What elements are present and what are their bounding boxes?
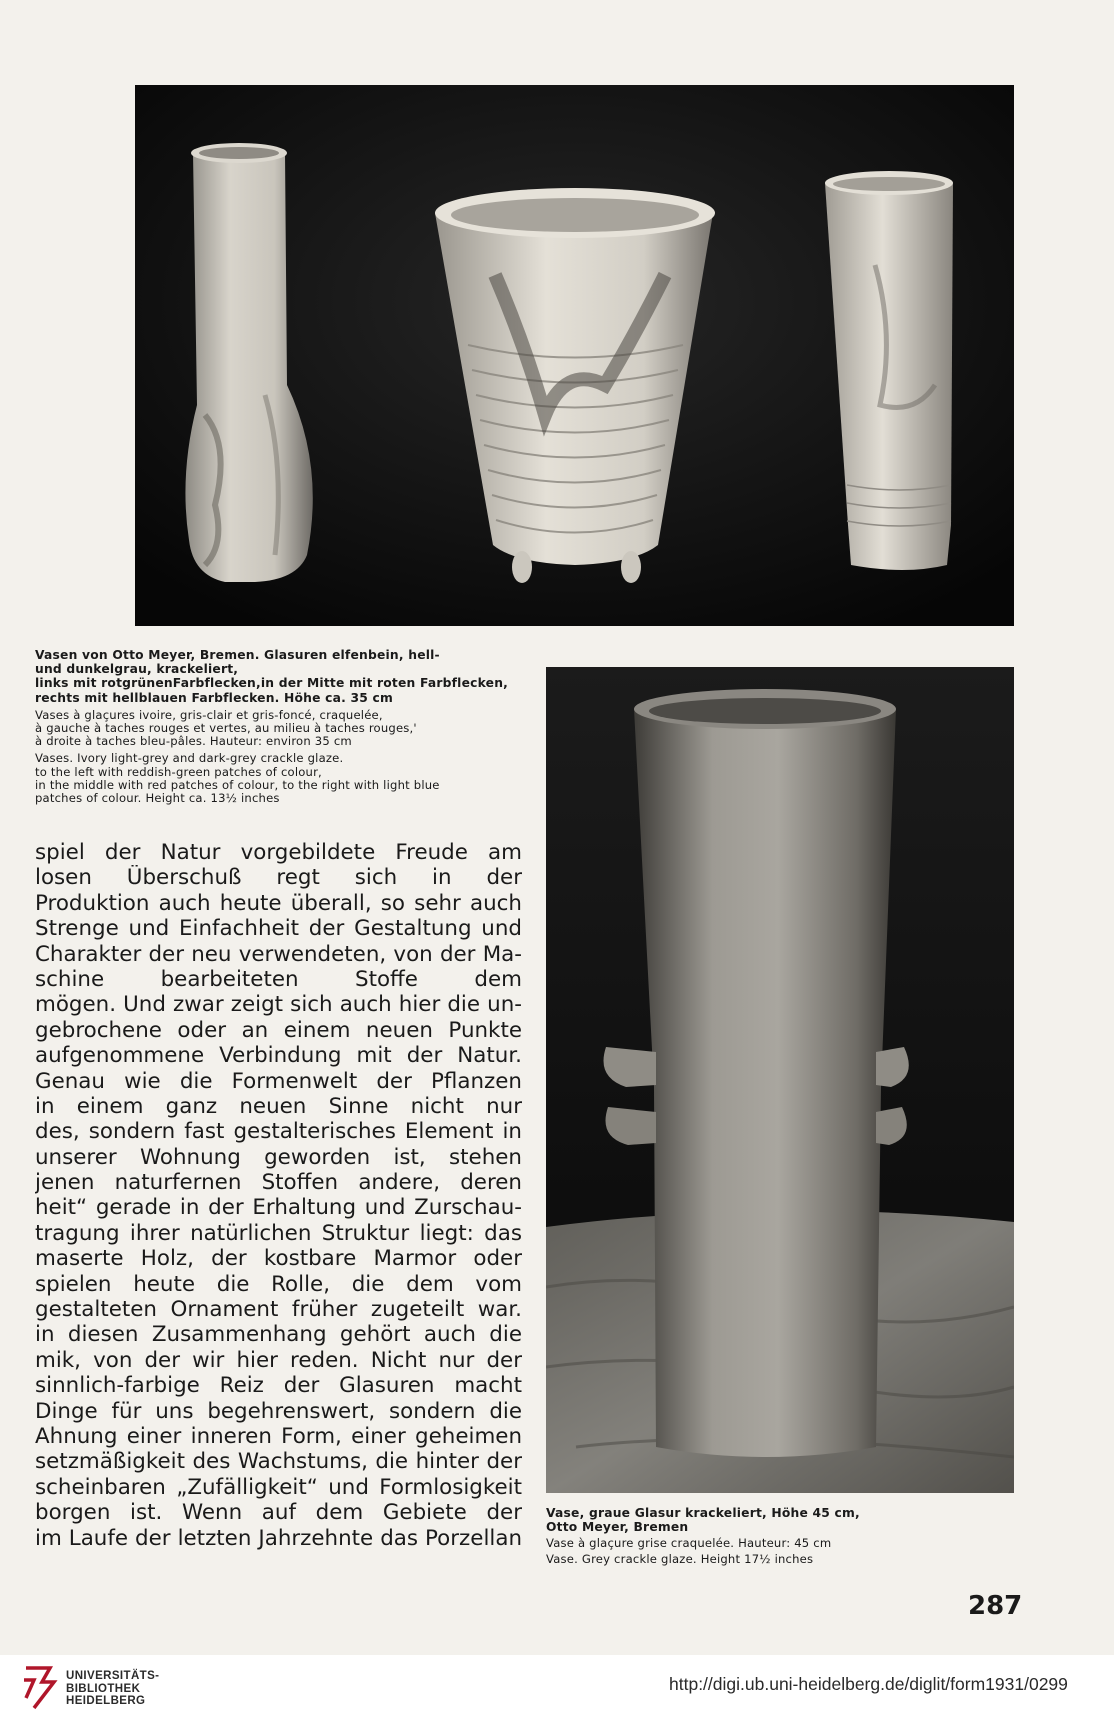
body-text-line: im Laufe der letzten Jahrzehnte das Porzellan	[35, 1525, 522, 1551]
body-text-line: maserte Holz, der kostbare Marmor oder	[35, 1246, 522, 1272]
digital-library-url-link[interactable]: http://digi.ub.uni-heidelberg.de/diglit/form1931/0299	[669, 1674, 1068, 1694]
caption-top-photo	[35, 648, 508, 805]
body-text-line: gebrochene oder an einem neuen Punkte	[35, 1017, 522, 1043]
caption-top-de-line: links mit rotgrünenFarbflecken,in der Mitte mit roten Farbflecken,	[35, 676, 509, 691]
body-text-line: jenen naturfernen Stoffen andere, deren	[35, 1170, 522, 1196]
body-text-line: Charakter der neu verwendeten, von der Ma-	[35, 941, 522, 967]
library-name	[66, 1670, 159, 1708]
body-text-line: Dinge für uns begehrenswert, sondern die	[35, 1398, 522, 1424]
caption-top-en-line: in the middle with red patches of colour, to the right with light blue	[35, 777, 440, 792]
body-text-line: spiel der Natur vorgebildete Freude am	[35, 840, 522, 865]
body-text-line: Ahnung einer inneren Form, einer geheimen	[35, 1423, 522, 1449]
library-logo-strokes	[24, 1668, 54, 1708]
body-text-line: tragung ihrer natürlichen Struktur liegt: das	[35, 1220, 522, 1246]
caption-right-de-line: Vase, graue Glasur krackeliert, Höhe 45 cm,	[546, 1506, 860, 1520]
caption-top-fr-line: Vases à glaçures ivoire, gris-clair et gris-foncé, craquelée,	[35, 707, 383, 722]
body-text-line: in einem ganz neuen Sinne nicht nur	[35, 1093, 522, 1119]
body-text-line: unserer Wohnung geworden ist, stehen	[35, 1144, 522, 1170]
grey-vase-image	[546, 667, 1014, 1493]
body-text-line: des, sondern fast gestalterisches Element in	[35, 1119, 522, 1145]
body-text-line: Strenge und Einfachheit der Gestaltung und	[35, 916, 522, 942]
caption-top-fr-line: à droite à taches bleu-pâles. Hauteur: environ 35 cm	[35, 734, 352, 749]
photo-grey-vase	[546, 667, 1014, 1493]
caption-right-photo	[546, 1506, 860, 1566]
caption-top-en-line: Vases. Ivory light-grey and dark-grey crackle glaze.	[35, 751, 344, 766]
library-name-line: BIBLIOTHEK	[66, 1682, 141, 1695]
library-name-line: HEIDELBERG	[66, 1695, 146, 1707]
caption-right-de-line: Otto Meyer, Bremen	[546, 1520, 689, 1535]
body-text-line: gestalteten Ornament früher zugeteilt war.	[35, 1297, 522, 1323]
caption-right-fr: Vase à glaçure grise craquelée. Hauteur: 45 cm	[546, 1536, 832, 1551]
body-text-line: mik, von der wir hier reden. Nicht nur der	[35, 1347, 522, 1373]
body-text-line: Produktion auch heute überall, so sehr auch	[35, 890, 522, 916]
photo-three-vases	[135, 85, 1014, 626]
caption-right-en: Vase. Grey crackle glaze. Height 17½ inches	[546, 1551, 814, 1566]
body-text-line: aufgenommene Verbindung mit der Natur.	[35, 1043, 522, 1069]
body-text-line: borgen ist. Wenn auf dem Gebiete der	[35, 1500, 522, 1526]
body-text-line: schine bearbeiteten Stoffe dem	[35, 966, 522, 992]
body-text-line: mögen. Und zwar zeigt sich auch hier die un-	[35, 992, 522, 1018]
caption-top-en-line: patches of colour. Height ca. 13½ inches	[35, 791, 280, 806]
body-text-line: Genau wie die Formenwelt der Pflanzen	[35, 1068, 522, 1094]
page-number: 287	[968, 1591, 1023, 1621]
caption-top-de-line: rechts mit hellblauen Farbflecken. Höhe ca. 35 cm	[35, 690, 393, 705]
body-text-line: losen Überschuß regt sich in der	[35, 865, 522, 891]
body-text-line: setzmäßigkeit des Wachstums, die hinter der	[35, 1449, 522, 1475]
body-text-line: sinnlich-farbige Reiz der Glasuren macht	[35, 1373, 522, 1399]
caption-top-en-line: to the left with reddish-green patches of colour,	[35, 764, 322, 779]
caption-top-de-line: Vasen von Otto Meyer, Bremen. Glasuren elfenbein, hell-	[35, 648, 440, 662]
library-logo-icon	[20, 1664, 62, 1712]
body-text-line: spielen heute die Rolle, die dem vom	[35, 1271, 522, 1297]
three-vases-image	[135, 85, 1014, 626]
logo-stroke-left	[24, 1680, 34, 1698]
body-text-line: heit“ gerade in der Erhaltung und Zurschau-	[35, 1195, 522, 1221]
caption-top-de-line: und dunkelgrau, krackeliert,	[35, 662, 239, 677]
footer-bar	[0, 1655, 1114, 1735]
body-text	[35, 840, 522, 1551]
library-name-line: UNIVERSITÄTS-	[66, 1670, 160, 1682]
body-text-line: scheinbaren „Zufälligkeit“ und Formlosigkeit	[35, 1474, 522, 1500]
body-text-line: in diesen Zusammenhang gehört auch die	[35, 1322, 522, 1348]
caption-top-fr-line: à gauche à taches rouges et vertes, au milieu à taches rouges,'	[35, 721, 417, 736]
